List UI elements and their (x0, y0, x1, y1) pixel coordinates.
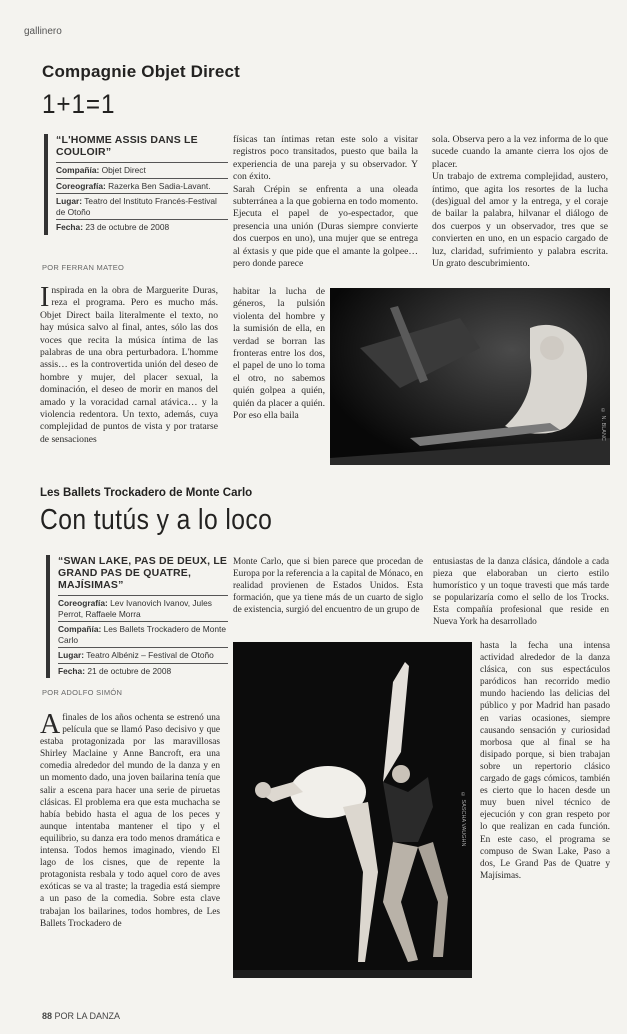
body-text: nspirada en la obra de Marguerite Duras, reza el programa. Pero es mucho más. Objet Direct baila literalmente el texto, no hay música salvo al final, antes, sólo las dos voces que recita la música íntima de las palabras de una obra perturbadora. L'homme assis… es la controvertida unión del deseo de hombre y mujer, del placer sexual, la dominación, el deseo de morir en manos del amado y la voracidad carnal atávica… y la violencia redentora. Un texto, además, cuya complejidad de puntos de vista y por tratarse de sensaciones (40, 285, 218, 445)
magazine-name: POR LA DANZA (54, 1011, 121, 1021)
body-text: físicas tan íntimas retan este solo a visitar registros poco transitados, puesto que baila la experiencia de una pareja y su observador. Y con éxito. (233, 134, 418, 183)
article2-title: Con tutús y a lo loco (40, 504, 273, 536)
body-text: entusiastas de la danza clásica, dándole a cada pieza que elaboraban un cierto estilo humorístico y un toque travesti que más tarde se popularizaría como el sello de los Trocks. Esta compañía profesional que reside en Nueva York ha desarrollado (433, 557, 609, 628)
body-text: sola. Observa pero a la vez informa de lo que sucede cuando la amante cierra los ojos de placer. (432, 134, 608, 170)
article2-column-2 (233, 556, 423, 616)
info-value: Lev Ivanovich Ivanov, Jules Perrot, Raffaele Morra (58, 598, 212, 619)
body-text: Sarah Crépin se enfrenta a una oleada subterránea a la que gobierna en todo momento. Ejecuta el papel de yo-espectador, que presencia una unión (Duras siempre convierte dos cuerpos en uno), una mujer que se entrega al éxtasis y que pide que el amante la golpee… pero donde parece (233, 183, 418, 270)
info-label: Lugar: (56, 196, 83, 206)
info-value: 21 de octubre de 2008 (87, 665, 172, 676)
info-label: Compañía: (56, 165, 100, 175)
body-text: habitar la lucha de géneros, la pulsión violenta del hombre y la sumisión de ella, en verdad se borran las fronteras entre los dos, el papel de uno lo toma el otro, no sabemos quién golpea a quién, quién da placer a quién. Por eso ella baila (233, 286, 325, 422)
info-value: Razerka Ben Sadia-Lavant. (108, 180, 211, 191)
article1-column-3 (432, 134, 608, 270)
article1-info-row (56, 219, 228, 235)
article2-show-title: “SWAN LAKE, PAS DE DEUX, LE GRAND PAS DE QUATRE, MAJÍSIMAS” (58, 555, 228, 591)
body-text: hasta la fecha una intensa actividad alrededor de la danza clásica, con sus espectáculos paródicos han recorrido medio mundo haciendo las delicias del público y por Madrid han pasado en varias ocasiones, siempre causando sensación y curiosidad morbosa que al final se ha disipado porque, si bien trabajan sobre un repertorio clásico cargado de gags cómicos, también es cierto que lo hacen desde un muy buen nivel técnico de ejecución y con gran respeto por lo que realizan en cada función. En este caso, el programa se compuso de Swan Lake, Paso a dos, Le Grand Pas de Quatre y Majísimas. (480, 641, 610, 881)
article1-info-box (44, 134, 228, 235)
info-value: Teatro Albéniz – Festival de Otoño (86, 650, 214, 660)
info-label: Fecha: (56, 222, 83, 232)
article1-info-row (56, 193, 228, 219)
article1-company-heading: Compagnie Objet Direct (42, 62, 241, 81)
running-head: gallinero (24, 26, 62, 37)
article1-column-1 (40, 282, 218, 446)
page-number: 88 (42, 1011, 53, 1021)
article2-column-3 (433, 556, 609, 629)
dancer-floor-photo (330, 288, 610, 465)
body-text: Monte Carlo, que si bien parece que procedan de Europa por la referencia a la capital de Mónaco, en realidad provienen de Estados Unidos. Esta formación, que ya tiene más de un cuarto de siglo de existencia, surgió del encuentro de un grupo de (233, 557, 423, 616)
article1-dance-photo (330, 288, 610, 465)
page-footer (42, 1011, 120, 1021)
article2-info-row (58, 647, 228, 663)
article1-title: 1+1=1 (42, 89, 116, 119)
article2-ballet-photo (233, 642, 472, 978)
article1-info-row (56, 162, 228, 178)
info-label: Fecha: (58, 665, 85, 676)
body-text: finales de los años ochenta se estrenó una película que se llamó Paso decisivo y que estaba protagonizada por las maravillosas Shirley Maclaine y Anne Bancroft, era una comedia alrededor del mundo de la danza y en un momento dado, una joven bailarina tenía que salir a escena para hacer una serie de piruetas clásicas. El problema era que esta muchacha se había bebido hasta el agua de los peces y aunque intentaba mantener el tipo y el equilibrio, su danza era todo menos dramática e intensa. Todos hemos imaginado, viendo El lago de los cisnes, que de repente la protagonista resbala y todo aquel coro de aves exóticas se va al traste; la tragedia está siempre a un paso de la comedia. Sobre esta clave trabajan los bailarines, todos hombres, de Les Ballets Trockadero de (40, 713, 220, 929)
article1-column-2-wrap (233, 286, 325, 422)
article1-info-row (56, 178, 228, 194)
info-label: Compañía: (58, 624, 102, 634)
dropcap: I (40, 282, 50, 313)
photo-credit: © N. BLANC (600, 408, 606, 441)
body-text: Un trabajo de extrema complejidad, austero, íntimo, que agita los resortes de la lucha (des)igual del amor y la entrega, y el coraje de bailar la palabra, hilvanar el diálogo de dos cuerpos y un observador, tres que se convierten en uno, en un espacio cargado de luz, claridad, sufrimiento y palabra escrita. Un grato descubrimiento. (432, 171, 608, 270)
info-label: Coreografía: (56, 180, 106, 191)
info-value: Teatro del Instituto Francés-Festival de Otoño (56, 196, 217, 217)
article1-column-2 (233, 134, 418, 270)
ballet-dancers-photo (233, 642, 472, 978)
article2-byline: POR ADOLFO SIMÓN (42, 688, 123, 697)
article2-info-row (58, 663, 228, 679)
dropcap: A (40, 709, 61, 740)
article2-info-row (58, 595, 228, 621)
article2-company-heading: Les Ballets Trockadero de Monte Carlo (40, 487, 253, 499)
info-label: Lugar: (58, 650, 85, 660)
article2-column-1 (40, 709, 220, 930)
info-value: Objet Direct (101, 165, 146, 175)
info-label: Coreografía: (58, 598, 108, 608)
article2-info-row (58, 621, 228, 647)
info-value: 23 de octubre de 2008 (85, 222, 170, 232)
article1-byline: POR FERRAN MATEO (42, 263, 125, 272)
article2-info-box (46, 555, 228, 678)
article1-show-title: “L'HOMME ASSIS DANS LE COULOIR” (56, 134, 198, 158)
article2-column-3-wrap (480, 640, 610, 882)
photo-credit: © SASCHA VAUGHN (460, 792, 466, 847)
info-value: Les Ballets Trockadero de Monte Carlo (58, 624, 227, 645)
